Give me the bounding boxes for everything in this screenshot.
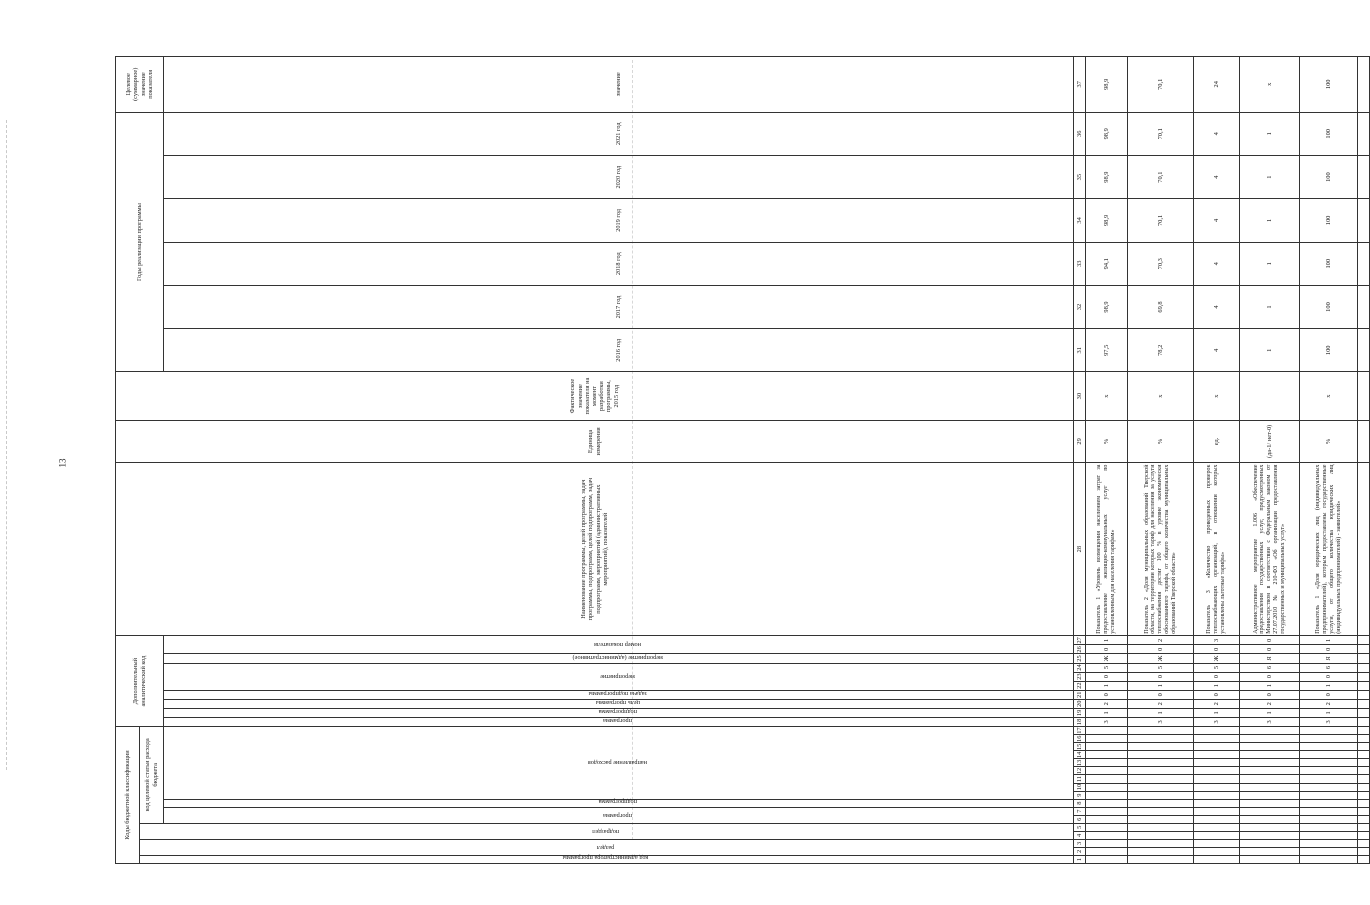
final-sub-header: значение (164, 57, 1074, 113)
row-year-value: 4 (1194, 329, 1240, 372)
podprogramma-header: подпрограмма (164, 799, 1074, 807)
code-digit: 5 (1194, 663, 1240, 672)
code-digit: 0 (1240, 636, 1300, 645)
col-num: 22 (1074, 681, 1086, 690)
col-num: 21 (1074, 690, 1086, 699)
row-year-value: 1 (1240, 242, 1300, 285)
row-year-value: 98,9 (1086, 112, 1128, 155)
code-digit: 3 (1300, 717, 1358, 726)
unit-header: Единица измерения (116, 420, 1074, 462)
row-unit: % (1086, 420, 1128, 462)
code-digit: 1 (1240, 681, 1300, 690)
addl-meropriyatie-header: мероприятие (164, 663, 1074, 690)
razdel-header: раздел (140, 839, 1074, 855)
code-digit: 0 (1194, 672, 1240, 681)
row-year-value: 4 (1194, 285, 1240, 328)
code-digit: 0 (1240, 690, 1300, 699)
code-digit: 0 (1240, 645, 1300, 654)
final-value-header: Целевое (суммарное) значение показателя (116, 57, 164, 113)
addl-zadacha-header: задача подпрограммы (164, 690, 1074, 699)
col-num: 32 (1074, 285, 1086, 328)
col-num: 28 (1074, 463, 1086, 636)
table-row (1300, 57, 1358, 864)
budget-codes-header: Коды бюджетной классификации (116, 726, 140, 863)
row-final: х (1240, 57, 1300, 113)
programma-header: программа (164, 807, 1074, 823)
page-number: 13 (57, 458, 68, 468)
row-name: Показатель 2 «Доля муниципальных образований Тверской области, на территории которых тариф для населения за услуги теплоснабжения достиг 100 % в уровне экономически обоснованного тарифа, от общего количества муниципальных образований Тверской области» (1128, 463, 1194, 636)
row-base: х (1086, 372, 1128, 420)
addl-programma-header: программа (164, 717, 1074, 726)
col-num: 10 (1074, 783, 1086, 791)
rotated-table-container (115, 56, 1342, 864)
row-name: Показатель 1 «Уровень возмещения населением затрат за предоставление жилищно-коммунальных услуг по установленным для населения тарифам» (1086, 463, 1128, 636)
col-num: 19 (1074, 708, 1086, 717)
row-year-value: 100 (1300, 242, 1358, 285)
code-digit: 1 (1300, 708, 1358, 717)
year-2019-header: 2019 год (164, 199, 1074, 242)
target-article-header: код целевой статьи расхода бюджета (140, 726, 164, 823)
code-digit: 1 (1194, 681, 1240, 690)
table-row (1194, 57, 1240, 864)
code-digit: 0 (1086, 690, 1128, 699)
col-num: 33 (1074, 242, 1086, 285)
code-digit: 1 (1300, 681, 1358, 690)
col-num: 25 (1074, 654, 1086, 663)
row-year-value: 1 (1240, 155, 1300, 198)
code-digit: 5 (1086, 663, 1128, 672)
year-2017-header: 2017 год (164, 285, 1074, 328)
col-num: 29 (1074, 420, 1086, 462)
col-num: 31 (1074, 329, 1086, 372)
col-num: 18 (1074, 717, 1086, 726)
code-digit: 0 (1086, 645, 1128, 654)
row-year-value: 70,1 (1128, 199, 1194, 242)
code-digit: 3 (1086, 717, 1128, 726)
row-year-value: 100 (1300, 285, 1358, 328)
row-final: 100 (1300, 57, 1358, 113)
admin-code-header: код администратора программы (140, 855, 1074, 863)
col-num: 24 (1074, 663, 1086, 672)
col-num: 11 (1074, 775, 1086, 783)
row-year-value: 70,3 (1128, 242, 1194, 285)
col-num: 37 (1074, 57, 1086, 113)
table-row-empty (1358, 57, 1370, 864)
col-num: 26 (1074, 645, 1086, 654)
years-header: Годы реализации программы (116, 112, 164, 372)
col-num: 20 (1074, 699, 1086, 708)
code-digit: Ж (1194, 654, 1240, 663)
code-digit: 2 (1240, 699, 1300, 708)
row-year-value: 94,1 (1086, 242, 1128, 285)
addl-meropr-type-header: мероприятие (административное) (164, 654, 1074, 663)
code-digit: 0 (1300, 645, 1358, 654)
row-year-value: 1 (1240, 199, 1300, 242)
col-num: 7 (1074, 807, 1086, 815)
row-year-value: 97,5 (1086, 329, 1128, 372)
code-digit: 0 (1194, 645, 1240, 654)
code-digit: 0 (1300, 672, 1358, 681)
code-digit: 1 (1300, 636, 1358, 645)
col-num: 34 (1074, 199, 1086, 242)
table-row (1128, 57, 1194, 864)
row-year-value: 78,2 (1128, 329, 1194, 372)
row-unit: % (1300, 420, 1358, 462)
row-year-value: 4 (1194, 112, 1240, 155)
addl-podprogramma-header: подпрограмма (164, 708, 1074, 717)
code-digit: 1 (1086, 636, 1128, 645)
row-year-value: 1 (1240, 285, 1300, 328)
row-year-value: 70,1 (1128, 155, 1194, 198)
row-year-value: 1 (1240, 112, 1300, 155)
year-2021-header: 2021 год (164, 112, 1074, 155)
code-digit: 0 (1086, 672, 1128, 681)
year-2016-header: 2016 год (164, 329, 1074, 372)
row-year-value: 98,9 (1086, 199, 1128, 242)
col-num: 4 (1074, 831, 1086, 839)
code-digit: 6 (1240, 663, 1300, 672)
row-year-value: 70,1 (1128, 112, 1194, 155)
code-digit: 3 (1194, 717, 1240, 726)
col-num: 35 (1074, 155, 1086, 198)
row-year-value: 1 (1240, 329, 1300, 372)
row-year-value: 69,8 (1128, 285, 1194, 328)
row-name: Показатель 1 «Доля юридических лиц (индивидуальных предпринимателей), которым предоставлены государственные услуги, от общего количества юридических лиц (индивидуальных предпринимателей) - заявителей» (1300, 463, 1358, 636)
row-year-value: 4 (1194, 242, 1240, 285)
code-digit: 0 (1128, 690, 1194, 699)
code-digit: 2 (1300, 699, 1358, 708)
code-digit: 0 (1240, 672, 1300, 681)
row-base: х (1300, 372, 1358, 420)
col-num: 5 (1074, 823, 1086, 831)
row-year-value: 100 (1300, 155, 1358, 198)
code-digit: 0 (1128, 645, 1194, 654)
row-unit: ед. (1194, 420, 1240, 462)
code-digit: 1 (1086, 681, 1128, 690)
code-digit: 0 (1300, 690, 1358, 699)
row-year-value: 100 (1300, 112, 1358, 155)
code-digit: 3 (1194, 636, 1240, 645)
row-unit: (да-1/ нет-0) (1240, 420, 1300, 462)
code-digit: 1 (1128, 681, 1194, 690)
addl-pokazatel-header: номер показателя (164, 636, 1074, 654)
addl-cel-header: цель программы (164, 699, 1074, 708)
col-num: 2 (1074, 847, 1086, 855)
row-unit: % (1128, 420, 1194, 462)
code-digit: 6 (1300, 663, 1358, 672)
year-2018-header: 2018 год (164, 242, 1074, 285)
col-num: 13 (1074, 759, 1086, 767)
row-base (1240, 372, 1300, 420)
name-header: Наименование программы, целей программы, задач программы, подпрограмм, целей подпрограмм, задач подпрограмм, мероприятий (административных мероприятий), показателей (116, 463, 1074, 636)
table-row (1086, 57, 1128, 864)
table-row (1240, 57, 1300, 864)
code-digit: 1 (1194, 708, 1240, 717)
col-num: 9 (1074, 791, 1086, 799)
row-year-value: 4 (1194, 199, 1240, 242)
row-base: х (1128, 372, 1194, 420)
code-digit: 2 (1128, 699, 1194, 708)
code-digit: 1 (1128, 708, 1194, 717)
scan-edge-left (6, 120, 8, 770)
col-num: 8 (1074, 799, 1086, 807)
addl-code-header: Дополнительный аналитический код (116, 636, 164, 727)
code-digit: Ж (1086, 654, 1128, 663)
row-base: х (1194, 372, 1240, 420)
program-indicators-table (115, 56, 1370, 864)
row-final: 24 (1194, 57, 1240, 113)
row-year-value: 98,9 (1086, 285, 1128, 328)
row-year-value: 98,9 (1086, 155, 1128, 198)
col-num: 23 (1074, 672, 1086, 681)
code-digit: 0 (1128, 672, 1194, 681)
code-digit: Я (1300, 654, 1358, 663)
code-digit: 5 (1128, 663, 1194, 672)
row-name: Административное мероприятие 1.006 «Обеспечение предоставления государственных услуг, предусмотренных Министерством в соответствии с Федеральным законом от 27.07.2010 № 210-ФЗ «Об организации предоставления государственных и муниципальных услуг» (1240, 463, 1300, 636)
row-final: 70,1 (1128, 57, 1194, 113)
code-digit: 0 (1194, 690, 1240, 699)
code-digit: 1 (1086, 708, 1128, 717)
code-digit: Я (1240, 654, 1300, 663)
code-digit: 2 (1128, 636, 1194, 645)
code-digit: 3 (1240, 717, 1300, 726)
row-year-value: 4 (1194, 155, 1240, 198)
column-numbers-row (1074, 57, 1086, 864)
col-num: 36 (1074, 112, 1086, 155)
row-final: 98,9 (1086, 57, 1128, 113)
row-year-value: 100 (1300, 199, 1358, 242)
col-num: 15 (1074, 743, 1086, 751)
row-year-value: 100 (1300, 329, 1358, 372)
col-num: 27 (1074, 636, 1086, 645)
col-num: 12 (1074, 767, 1086, 775)
col-num: 14 (1074, 751, 1086, 759)
row-name: Показатель 3 «Количество проведенных проверок теплоснабжающих организаций, в отношении которых установлены льготные тарифы» (1194, 463, 1240, 636)
code-digit: Ж (1128, 654, 1194, 663)
col-num: 17 (1074, 726, 1086, 734)
code-digit: 3 (1128, 717, 1194, 726)
year-2020-header: 2020 год (164, 155, 1074, 198)
code-digit: 2 (1086, 699, 1128, 708)
col-num: 30 (1074, 372, 1086, 420)
col-num: 6 (1074, 815, 1086, 823)
code-digit: 2 (1194, 699, 1240, 708)
col-num: 1 (1074, 855, 1086, 863)
base-value-header: Фактическое значение показателя на момент разработки программы, 2015 год (116, 372, 1074, 420)
col-num: 3 (1074, 839, 1086, 847)
napr-rashodov-header: направление расходов (164, 726, 1074, 799)
podrazdel-header: подраздел (140, 823, 1074, 839)
col-num: 16 (1074, 735, 1086, 743)
code-digit: 1 (1240, 708, 1300, 717)
